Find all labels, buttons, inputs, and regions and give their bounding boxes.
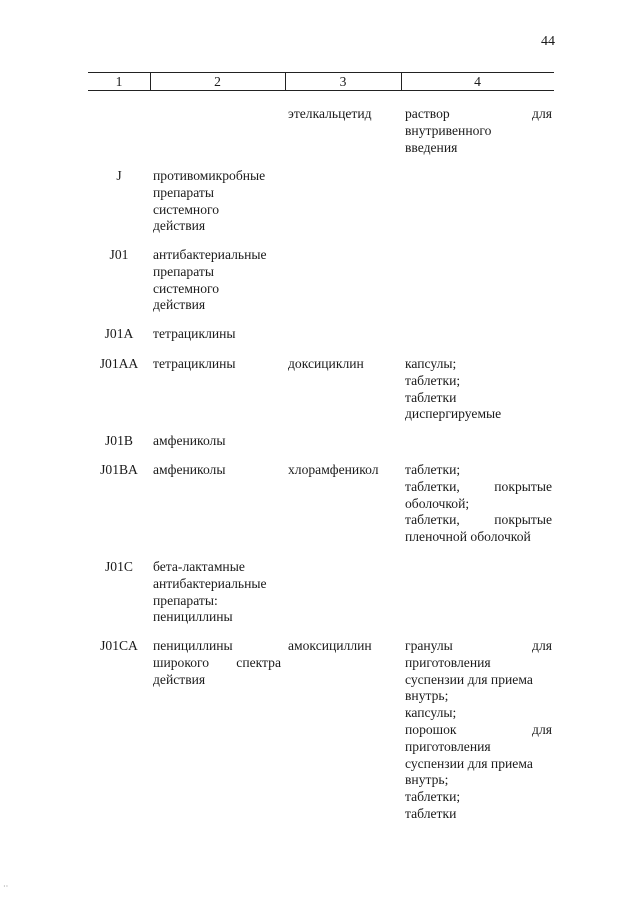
scan-mark: ·· [3, 882, 9, 891]
form-word: внутривенного [405, 122, 492, 138]
header-col-3: 3 [339, 74, 347, 89]
anatomical-group [153, 433, 281, 450]
table-header [88, 72, 554, 91]
form-word: таблетки, [405, 478, 460, 494]
form-word: таблетки; [405, 372, 461, 388]
group-line [153, 655, 281, 672]
group-line: действия [153, 671, 206, 687]
form-line [405, 479, 552, 496]
form-word: гранулы [405, 638, 453, 653]
form-word: капсулы; [405, 356, 457, 371]
group-line: тетрациклины [153, 356, 236, 371]
form-line [405, 462, 552, 479]
form-line [405, 739, 552, 756]
group-line: бета-лактамные [153, 559, 245, 574]
form-word: суспензии для приема [405, 671, 533, 687]
form-word: внутрь; [405, 772, 449, 788]
group-line: пенициллины [153, 638, 233, 653]
form-word: приготовления [405, 654, 491, 670]
dosage-forms [405, 638, 552, 823]
header-col-1: 1 [115, 74, 123, 89]
form-line [405, 688, 552, 705]
anatomical-group [153, 247, 281, 314]
drug-name: доксициклин [288, 356, 364, 371]
group-line: пенициллины [153, 609, 233, 625]
form-word: таблетки; [405, 789, 461, 805]
drug-name: этелкальцетид [288, 106, 372, 121]
header-col-4: 4 [474, 74, 481, 89]
atc-code: J [116, 168, 122, 183]
form-line [405, 373, 552, 390]
group-line: системного [153, 280, 220, 296]
form-word: суспензии для приема [405, 755, 533, 771]
anatomical-group [153, 326, 281, 343]
form-line [405, 655, 552, 672]
form-word: порошок [405, 721, 457, 737]
anatomical-group [153, 168, 281, 235]
form-word: для [532, 106, 552, 121]
form-line [405, 806, 552, 823]
atc-code: J01B [105, 433, 133, 448]
group-line: тетрациклины [153, 326, 236, 341]
drug-name: хлорамфеникол [288, 462, 379, 477]
anatomical-group [153, 638, 281, 688]
form-word: диспергируемые [405, 406, 502, 422]
form-line [405, 123, 552, 140]
form-line [405, 390, 552, 407]
form-line [405, 512, 552, 529]
form-line [405, 772, 552, 789]
form-word: таблетки; [405, 462, 461, 477]
form-line [405, 672, 552, 689]
form-word: раствор [405, 106, 450, 121]
atc-code: J01 [109, 247, 129, 262]
group-word: широкого [153, 654, 210, 670]
form-word: оболочкой; [405, 495, 470, 511]
dosage-forms [405, 106, 552, 156]
form-line [405, 406, 552, 423]
form-word: таблетки [405, 805, 457, 821]
form-line [405, 789, 552, 806]
dosage-forms [405, 356, 552, 423]
form-line [405, 756, 552, 773]
form-word: приготовления [405, 738, 491, 754]
group-line: действия [153, 218, 206, 234]
form-line [405, 722, 552, 739]
group-line: антибактериальные [153, 575, 267, 591]
form-word: введения [405, 139, 458, 155]
group-line: действия [153, 297, 206, 313]
anatomical-group [153, 559, 281, 626]
atc-code: J01A [104, 326, 134, 341]
anatomical-group [153, 462, 281, 479]
group-line: препараты [153, 184, 214, 200]
group-word: спектра [236, 654, 281, 670]
group-line: противомикробные [153, 168, 266, 183]
group-line: амфениколы [153, 433, 226, 448]
drug-name: амоксициллин [288, 638, 372, 653]
form-line [405, 705, 552, 722]
header-col-2: 2 [214, 74, 221, 89]
group-line: препараты: [153, 592, 218, 608]
atc-code: J01C [105, 559, 133, 574]
group-line: системного [153, 201, 220, 217]
form-line [405, 638, 552, 655]
form-word: внутрь; [405, 688, 449, 704]
form-word: покрытые [494, 512, 552, 528]
dosage-forms [405, 462, 552, 546]
form-line [405, 356, 552, 373]
group-line: препараты [153, 263, 214, 279]
form-word: для [532, 638, 552, 653]
atc-code: J01AA [99, 356, 139, 371]
form-word: таблетки [405, 389, 457, 405]
form-word: пленочной оболочкой [405, 529, 531, 545]
group-line: антибактериальные [153, 247, 267, 262]
form-word: таблетки, [405, 512, 460, 528]
form-word: капсулы; [405, 705, 457, 721]
form-line [405, 106, 552, 123]
form-line [405, 140, 552, 157]
form-word: покрытые [494, 478, 552, 494]
form-line [405, 496, 552, 513]
form-line [405, 529, 552, 546]
form-word: для [532, 721, 552, 737]
page-number: 44 [541, 34, 555, 49]
anatomical-group [153, 356, 281, 373]
atc-code: J01BA [100, 462, 138, 477]
group-line: амфениколы [153, 462, 226, 477]
atc-code: J01CA [100, 638, 138, 653]
